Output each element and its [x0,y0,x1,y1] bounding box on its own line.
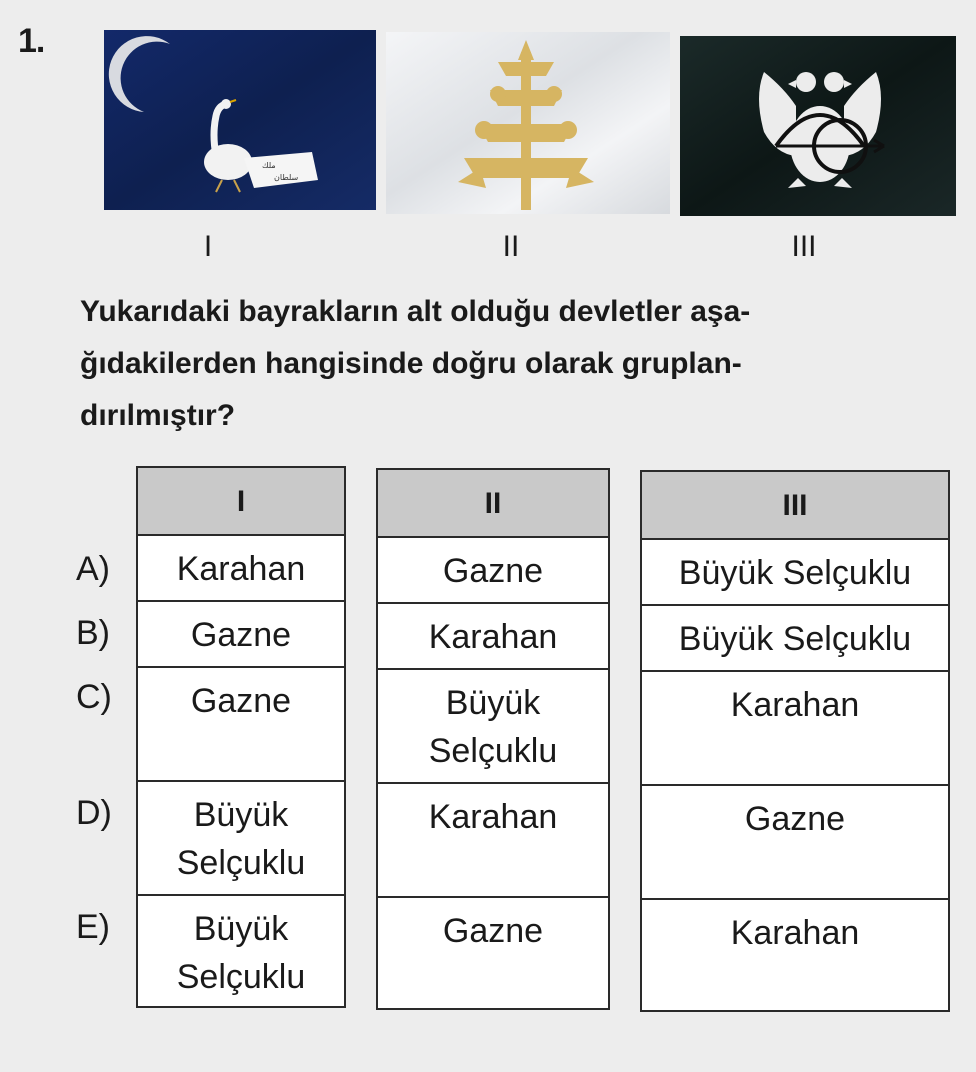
question-number: 1. [18,22,45,60]
table-cell [642,604,948,670]
cell-line: Büyük [193,910,289,948]
column-header [138,468,344,534]
table-cell [138,534,344,600]
cell-line: Selçuklu [428,732,558,770]
table-cell [378,536,608,602]
table-cell [642,538,948,604]
option-b-letter[interactable]: B) [76,614,110,652]
cell-line: Büyük Selçuklu [678,554,912,592]
table-cell [642,784,948,898]
cell-line: Gazne [744,800,846,838]
flag-1-image [104,30,376,210]
table-cell [642,670,948,784]
cell-line: Karahan [428,618,558,656]
question-line: Yukarıdaki bayrakların alt olduğu devletler aşa- [80,295,751,328]
golden-tree-icon [386,32,670,214]
table-cell [378,782,608,896]
cell-line: Karahan [176,550,306,588]
cell-line: Gazne [190,616,292,654]
cell-line: Selçuklu [176,958,306,996]
flag-3-image [680,36,956,216]
cell-line: Büyük Selçuklu [678,620,912,658]
flag-2-image [386,32,670,214]
table-cell [378,896,608,1006]
cell-line: Büyük [193,796,289,834]
table-cell [642,898,948,1008]
cell-line: Büyük [445,684,541,722]
table-cell [138,600,344,666]
cell-line: Selçuklu [176,844,306,882]
cell-line: Karahan [730,686,860,724]
option-d-letter[interactable]: D) [76,794,112,832]
cell-line: Gazne [442,912,544,950]
cell-line: Karahan [730,914,860,952]
cell-line: Karahan [428,798,558,836]
table-cell [138,666,344,780]
option-c-letter[interactable]: C) [76,678,112,716]
flag-1-label: I [203,230,213,263]
answer-column-2 [376,468,610,1010]
column-header [378,470,608,536]
flag-3-label: III [791,230,817,263]
table-cell [378,602,608,668]
option-e-letter[interactable]: E) [76,908,110,946]
table-cell [138,894,344,1004]
cell-line: Gazne [190,682,292,720]
svg-text:ﻣﻠﻚ: ﻣﻠﻚ [262,161,276,170]
crescent-peacock-icon [104,30,376,210]
column-header-label: III [782,489,808,522]
option-a-letter[interactable]: A) [76,550,110,588]
question-line: ğıdakilerden hangisinde doğru olarak gruplan- [80,347,742,380]
table-cell [378,668,608,782]
question-line: dırılmıştır? [80,399,236,432]
question-text [80,286,960,442]
cell-line: Gazne [442,552,544,590]
flag-2-label: II [502,230,520,263]
table-cell [138,780,344,894]
column-header-label: II [484,487,502,520]
eagle-bow-icon [680,36,956,216]
svg-text:ﺳﻠﻄﺎن: ﺳﻠﻄﺎن [274,173,299,182]
column-header-label: I [236,485,246,518]
answer-column-1 [136,466,346,1008]
answer-column-3 [640,470,950,1012]
column-header [642,472,948,538]
